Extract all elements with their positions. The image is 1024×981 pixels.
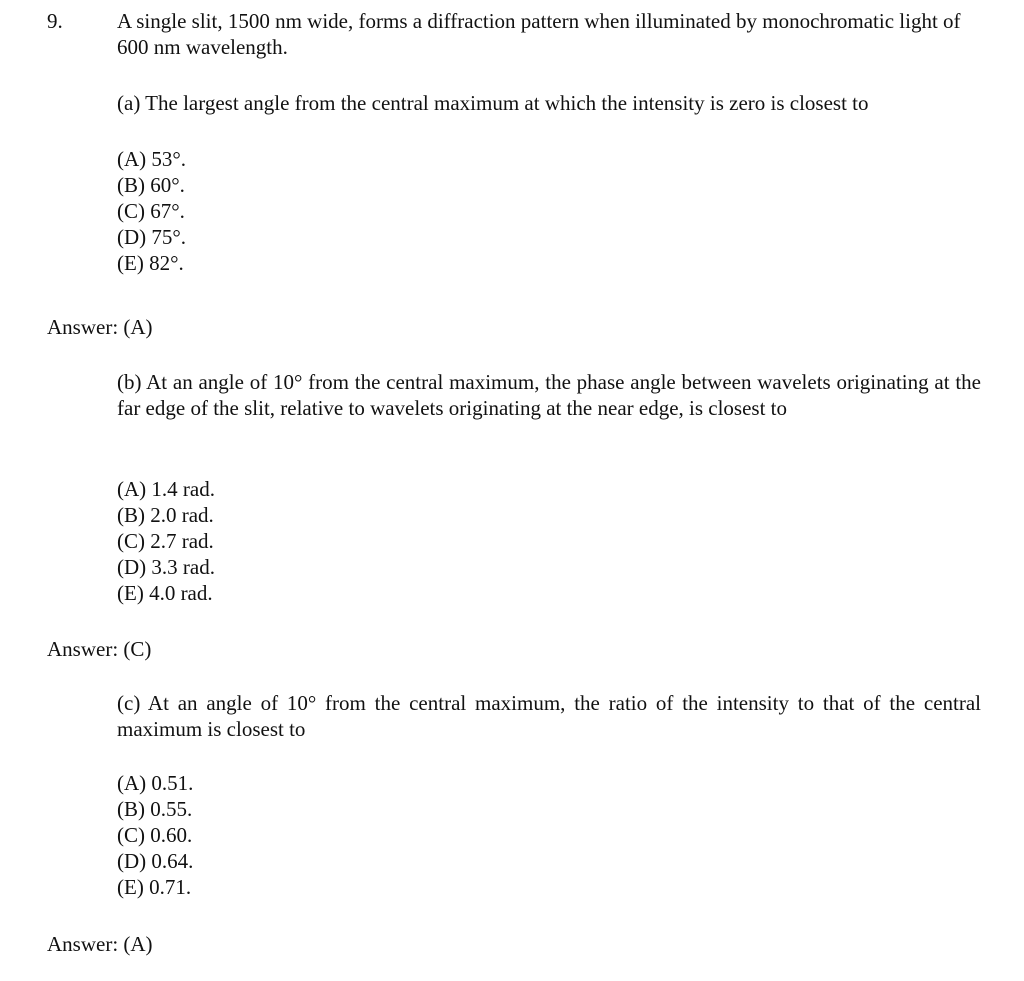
part-c-option-b: (B) 0.55. [117, 797, 193, 821]
part-a-prompt: (a) The largest angle from the central maximum at which the intensity is zero is closest to [117, 91, 869, 115]
part-b-options [117, 476, 981, 606]
part-a-options [117, 146, 981, 276]
part-b-answer: Answer: (C) [47, 637, 152, 661]
part-c-option-c: (C) 0.60. [117, 823, 193, 847]
part-c-prompt: (c) At an angle of 10° from the central maximum, the ratio of the intensity to that of the central maximum is closest to [117, 691, 981, 741]
part-c-option-d: (D) 0.64. [117, 849, 194, 873]
part-c-options [117, 770, 981, 900]
question-intro: A single slit, 1500 nm wide, forms a diffraction pattern when illuminated by monochromatic light of 600 nm wavelength. [117, 9, 961, 59]
part-c-answer: Answer: (A) [47, 932, 153, 956]
part-b-option-c: (C) 2.7 rad. [117, 529, 214, 553]
part-b-option-a: (A) 1.4 rad. [117, 477, 215, 501]
part-c-option-e: (E) 0.71. [117, 875, 192, 899]
part-a-option-b: (B) 60°. [117, 173, 185, 197]
part-b-prompt: (b) At an angle of 10° from the central maximum, the phase angle between wavelets originating at the far edge of the slit, relative to wavelets originating at the near edge, is closest to [117, 370, 981, 420]
part-a-option-e: (E) 82°. [117, 251, 184, 275]
part-b-option-d: (D) 3.3 rad. [117, 555, 215, 579]
part-a-option-a: (A) 53°. [117, 147, 187, 171]
question-number: 9. [47, 9, 63, 33]
part-b-option-b: (B) 2.0 rad. [117, 503, 214, 527]
part-b-option-e: (E) 4.0 rad. [117, 581, 213, 605]
part-a-option-d: (D) 75°. [117, 225, 187, 249]
part-a-option-c: (C) 67°. [117, 199, 185, 223]
part-c-option-a: (A) 0.51. [117, 771, 194, 795]
part-a-answer: Answer: (A) [47, 315, 153, 339]
